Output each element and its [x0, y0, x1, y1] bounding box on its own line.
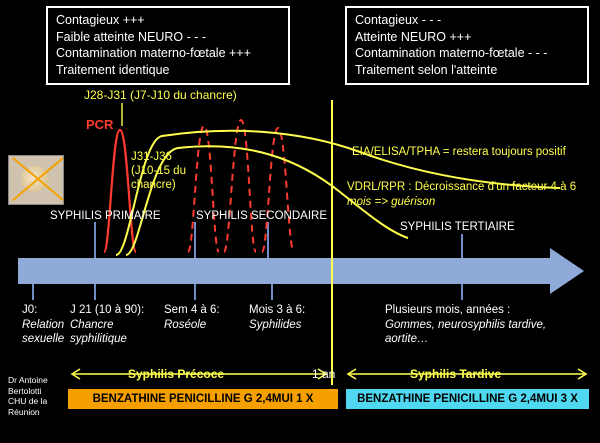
credit-line-2: Bertolotti: [8, 385, 42, 396]
infobox-left-line-2: Faible atteinte NEURO - - -: [56, 29, 207, 44]
j31-j36-label: [131, 150, 186, 192]
period-label-tardive: Syphilis Tardive: [410, 367, 502, 381]
timeline-caption-mois: [249, 303, 305, 332]
pcr-label: PCR: [86, 117, 114, 132]
infobox-right-line-1: Contagieux - - -: [355, 13, 442, 27]
author-credit: [8, 375, 48, 417]
late-syphilis-infobox: [345, 6, 589, 85]
j31-line-2: (J10-15 du: [131, 165, 186, 177]
early-syphilis-infobox: [46, 6, 290, 85]
plusieurs-line-3: aortite…: [385, 333, 429, 345]
j0-line-2: Relation: [22, 318, 65, 331]
credit-line-4: Réunion: [8, 406, 40, 417]
infobox-right-line-4: Traitement selon l'atteinte: [355, 62, 498, 77]
eia-elisa-tpha-label: EIA/ELISA/TPHA = restera toujours positif: [352, 146, 566, 158]
stage-label-primaire: SYPHILIS PRIMAIRE: [50, 210, 161, 222]
j0-line-1: J0:: [22, 304, 38, 316]
timeline-caption-sem: [164, 303, 220, 332]
treatment-bar-late: [345, 388, 590, 410]
infobox-left-line-4: Traitement identique: [56, 62, 170, 77]
timeline-caption-j0: [22, 303, 64, 347]
sem-line-2: Roséole: [164, 318, 207, 331]
mois-line-1: Mois 3 à 6:: [249, 304, 306, 316]
j21-line-3: syphilitique: [70, 333, 127, 345]
stage-label-secondaire: SYPHILIS SECONDAIRE: [196, 210, 328, 222]
timeline-caption-j21: [70, 303, 144, 347]
plusieurs-line-1: Plusieurs mois, années :: [385, 304, 511, 316]
infobox-left-line-1: Contagieux +++: [56, 13, 145, 27]
credit-line-3: CHU de la: [8, 396, 48, 406]
plusieurs-line-2: Gommes, neurosyphilis tardive,: [385, 318, 547, 331]
timeline-caption-plusieurs: [385, 303, 546, 347]
chancre-photo: [8, 155, 64, 205]
treatment-bar-early: [67, 388, 339, 410]
treatment-early-label: BENZATHINE PENICILLINE G 2,4MUI 1 X: [92, 393, 314, 405]
period-label-precoce: Syphilis Précoce: [128, 367, 225, 381]
infobox-right-line-2: Atteinte NEURO +++: [355, 29, 472, 44]
j31-line-3: chancre): [131, 179, 176, 191]
treatment-late-label: BENZATHINE PENICILLINE G 2,4MUI 3 X: [357, 393, 578, 405]
mois-line-2: Syphilides: [249, 318, 302, 331]
j28-j31-label: J28-J31 (J7-J10 du chancre): [84, 88, 237, 102]
credit-line-1: Dr Antoine: [8, 375, 48, 385]
infobox-left-line-3: Contamination materno-fœtale +++: [56, 46, 251, 60]
sem-line-1: Sem 4 à 6:: [164, 304, 220, 316]
vdrl-line-1: VDRL/RPR : Décroissance d'un facteur 4 à 6: [347, 181, 577, 193]
infobox-right-line-3: Contamination materno-fœtale - - -: [355, 46, 548, 60]
j21-line-1: J 21 (10 à 90):: [70, 304, 145, 316]
stage-label-tertiaire: SYPHILIS TERTIAIRE: [400, 221, 515, 233]
one-year-label: 1 an: [312, 367, 336, 381]
j0-line-3: sexuelle: [22, 333, 65, 345]
vdrl-line-2: mois => guérison: [347, 195, 436, 208]
j21-line-2: Chancre: [70, 318, 114, 331]
vdrl-rpr-label: [347, 180, 576, 209]
timeline-arrow: [18, 248, 584, 294]
j31-line-1: J31-J36: [131, 151, 172, 163]
